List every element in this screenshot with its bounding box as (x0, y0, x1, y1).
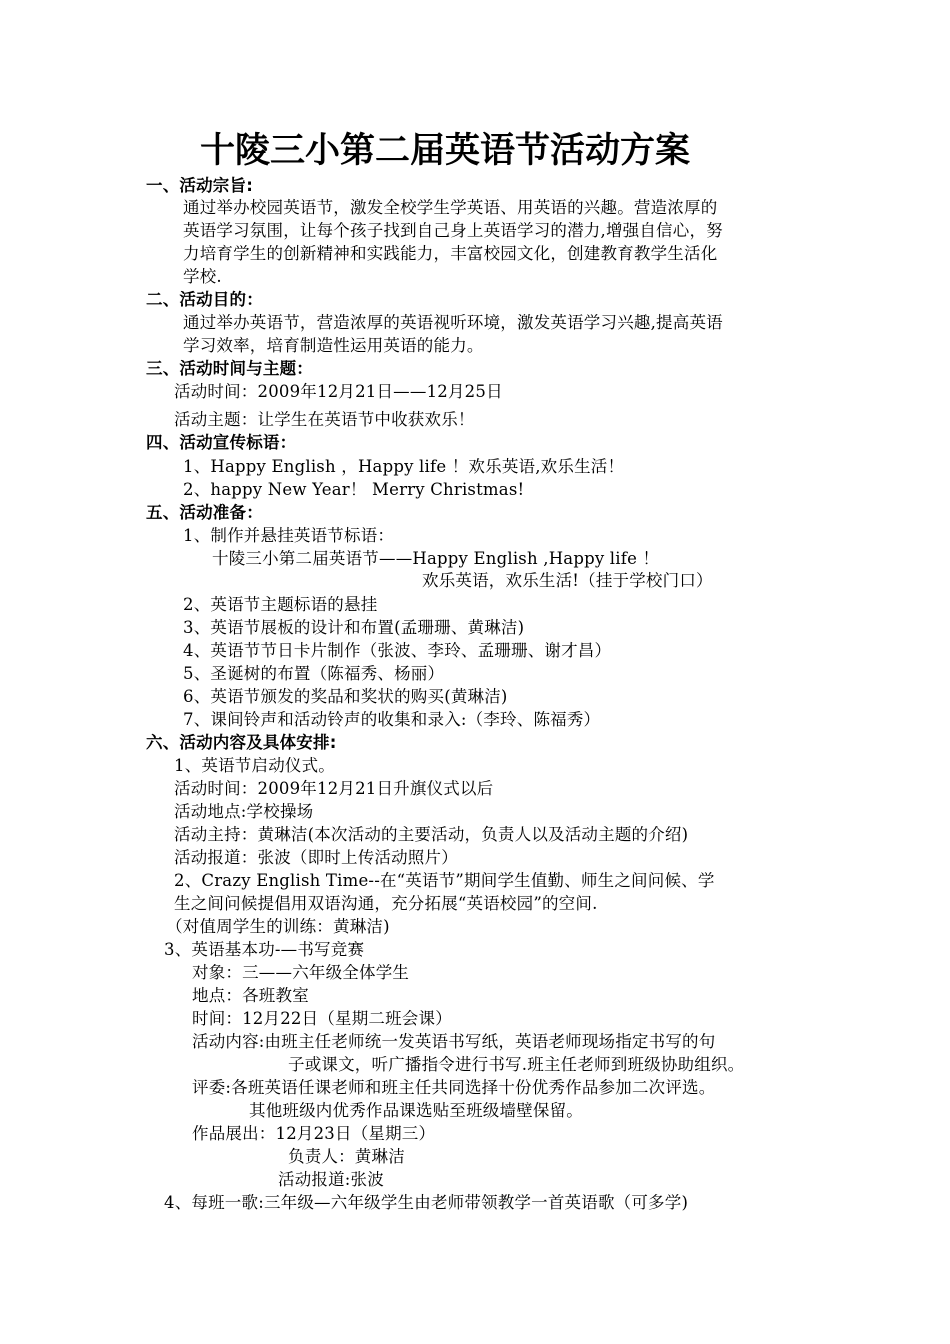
schedule-line: 活动报道：张波（即时上传活动照片） (174, 848, 458, 867)
activity-time: 活动时间：2009年12月21日——12月25日 (174, 382, 503, 401)
prep-item: 6、英语节颁发的奖品和奖状的购买(黄琳洁) (183, 687, 508, 706)
banner-slogan: 欢乐英语，欢乐生活!（挂于学校门口） (422, 571, 713, 590)
slogan-line: 1、Happy English ，Happy life ！欢乐英语,欢乐生活！ (183, 457, 625, 476)
prep-item: 3、英语节展板的设计和布置(孟珊珊、黄琳洁) (183, 618, 525, 637)
section-2-heading: 二、活动目的： (146, 290, 263, 309)
prep-item: 5、圣诞树的布置（陈福秀、杨丽） (183, 664, 445, 683)
schedule-line: 活动时间：2009年12月21日升旗仪式以后 (174, 779, 494, 798)
slogan-line: 2、happy New Year！ Merry Christmas! (183, 480, 525, 499)
section-5-heading: 五、活动准备： (146, 503, 263, 522)
schedule-line: 活动主持：黄琳洁(本次活动的主要活动，负责人以及活动主题的介绍) (174, 825, 689, 844)
prep-item: 2、英语节主题标语的悬挂 (183, 595, 378, 614)
schedule-line: 1、英语节启动仪式。 (174, 756, 335, 775)
contest-line: 时间：12月22日（星期二班会课） (192, 1009, 452, 1028)
section-6-heading: 六、活动内容及具体安排: (146, 733, 337, 752)
song-item: 4、每班一歌:三年级—六年级学生由老师带领教学一首英语歌（可多学) (164, 1193, 689, 1212)
prep-item: 7、课间铃声和活动铃声的收集和录入:（李玲、陈福秀） (183, 710, 601, 729)
judges-line: 其他班级内优秀作品课选贴至班级墙壁保留。 (249, 1101, 583, 1120)
activity-theme: 活动主题：让学生在英语节中收获欢乐！ (174, 410, 475, 429)
schedule-line: （对值周学生的训练：黄琳洁) (166, 917, 390, 936)
section-1-line: 英语学习氛围，让每个孩子找到自己身上英语学习的潜力,增强自信心，努 (183, 221, 723, 240)
owner-line: 负责人：黄琳洁 (288, 1147, 405, 1166)
contest-line: 子或课文，听广播指令进行书写.班主任老师到班级协助组织。 (288, 1055, 745, 1074)
report-line: 活动报道:张波 (278, 1170, 384, 1189)
contest-line: 活动内容:由班主任老师统一发英语书写纸，英语老师现场指定书写的句 (192, 1032, 716, 1051)
writing-contest-title: 3、英语基本功-—书写竞赛 (164, 940, 365, 959)
exhibition-line: 作品展出：12月23日（星期三） (192, 1124, 436, 1143)
section-2-line: 学习效率，培育制造性运用英语的能力。 (183, 336, 484, 355)
section-1-line: 力培育学生的创新精神和实践能力，丰富校园文化，创建教育教学生活化 (183, 244, 718, 263)
contest-line: 地点：各班教室 (192, 986, 309, 1005)
schedule-line: 2、Crazy English Time--在“英语节”期间学生值勤、师生之间问候、学 (174, 871, 715, 890)
prep-item: 1、制作并悬挂英语节标语： (183, 526, 395, 545)
section-2-line: 通过举办英语节，营造浓厚的英语视听环境，激发英语学习兴趣,提高英语 (183, 313, 723, 332)
section-1-line: 通过举办校园英语节，激发全校学生学英语、用英语的兴趣。营造浓厚的 (183, 198, 718, 217)
banner-slogan: 十陵三小第二届英语节——Happy English ,Happy life ！ (212, 549, 660, 568)
section-3-heading: 三、活动时间与主题： (146, 359, 313, 378)
document-title: 十陵三小第二届英语节活动方案 (199, 131, 690, 171)
judges-line: 评委:各班英语任课老师和班主任共同选择十份优秀作品参加二次评选。 (192, 1078, 716, 1097)
contest-line: 对象：三——六年级全体学生 (192, 963, 410, 982)
schedule-line: 活动地点:学校操场 (174, 802, 314, 821)
section-4-heading: 四、活动宣传标语： (146, 433, 297, 452)
section-1-line: 学校. (183, 267, 222, 286)
prep-item: 4、英语节节日卡片制作（张波、李玲、孟珊珊、谢才昌） (183, 641, 612, 660)
schedule-line: 生之间问候提倡用双语沟通，充分拓展“英语校园”的空间. (174, 894, 598, 913)
section-1-heading: 一、活动宗旨: (146, 176, 253, 195)
